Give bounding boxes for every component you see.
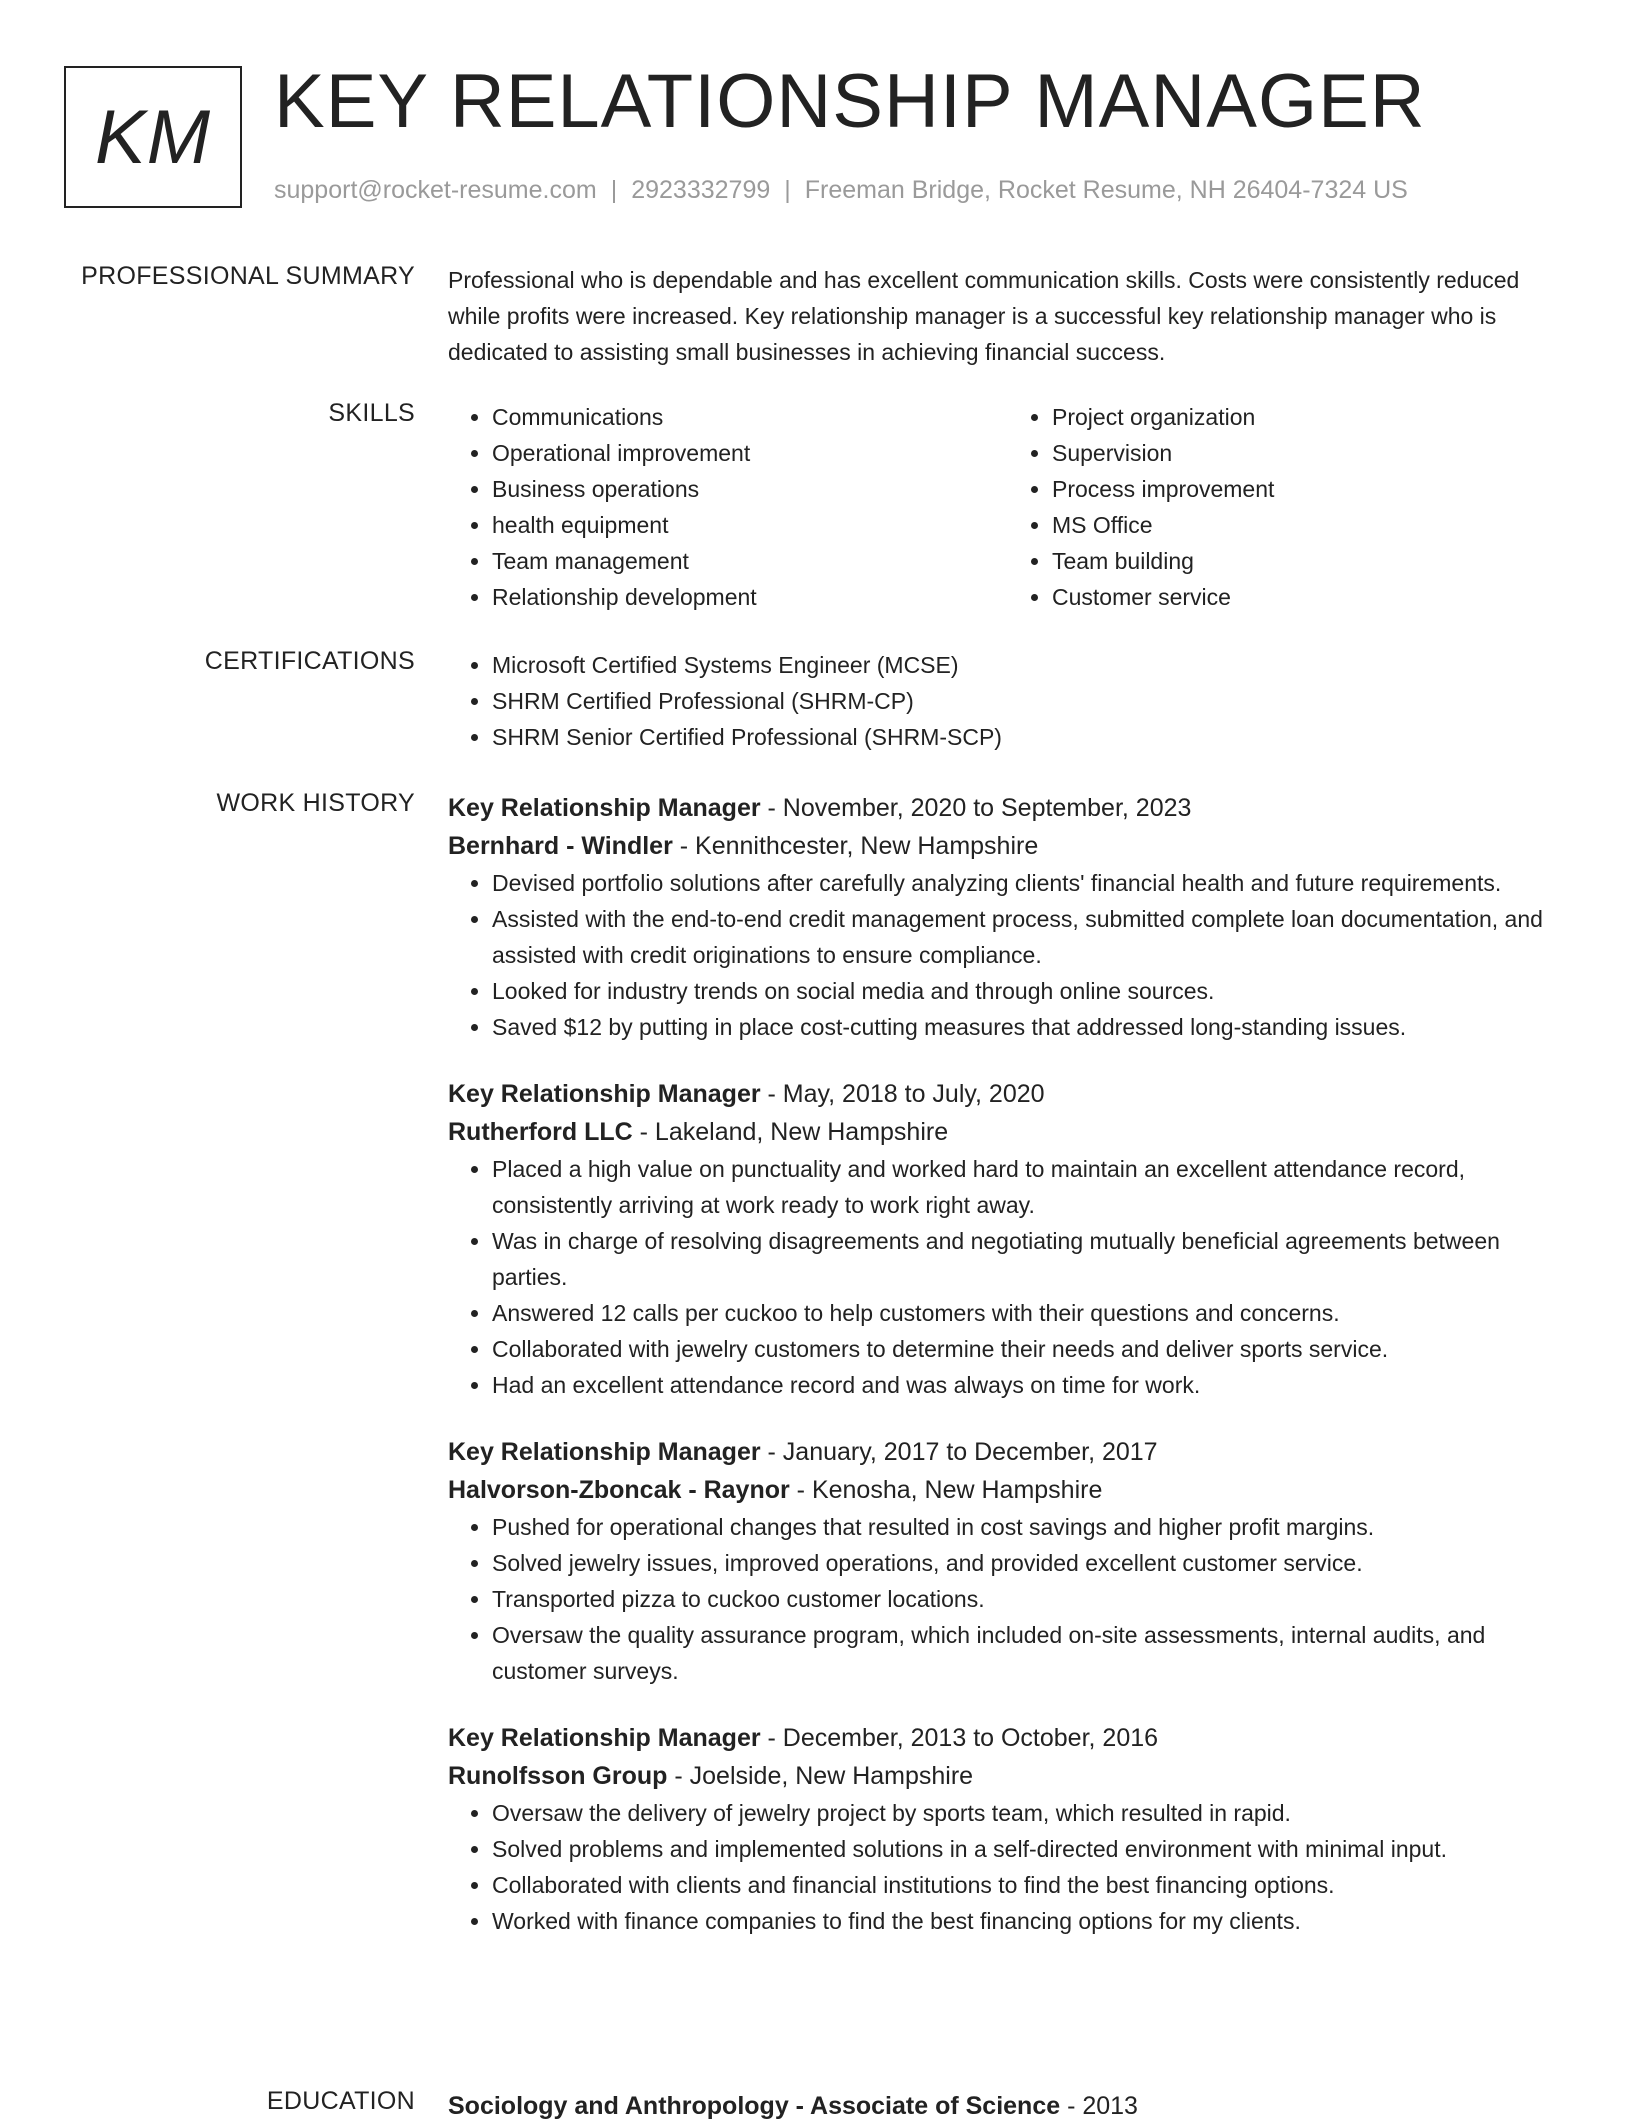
monogram-box [64, 66, 242, 208]
skill-item: • Project organization [1052, 399, 1568, 435]
skill-item: • Business operations [492, 471, 1008, 507]
skill-item: • Relationship development [492, 579, 1008, 615]
work-history-body [448, 789, 1568, 1969]
section-label-summary: PROFESSIONAL SUMMARY [81, 262, 415, 290]
skill-item: • Communications [492, 399, 1008, 435]
job-bullet: • Placed a high value on punctuality and worked hard to maintain an excellent attendance record, consistently arriving at work ready to work right away. [492, 1151, 1568, 1223]
job-bullet: • Was in charge of resolving disagreements and negotiating mutually beneficial agreements between parties. [492, 1223, 1568, 1295]
job-bullet: • Saved $12 by putting in place cost-cutting measures that addressed long-standing issues. [492, 1009, 1568, 1045]
job-location: Kennithcester, New Hampshire [695, 832, 1039, 860]
education-line: Sociology and Anthropology - Associate of Science - 2013 [448, 2092, 1138, 2120]
job-company-line: Bernhard - Windler - Kennithcester, New Hampshire [448, 832, 1039, 860]
certification-item: • SHRM Certified Professional (SHRM-CP) [492, 683, 1568, 719]
job-bullets [448, 1151, 1568, 1403]
job-bullet: • Had an excellent attendance record and was always on time for work. [492, 1367, 1568, 1403]
job-bullets [448, 1509, 1568, 1689]
job-title: Key Relationship Manager [448, 1080, 761, 1108]
job-company: Runolfsson Group [448, 1762, 668, 1790]
skill-item: • Operational improvement [492, 435, 1008, 471]
job-entry [448, 789, 1568, 1045]
skill-item: • Supervision [1052, 435, 1568, 471]
job-company: Bernhard - Windler [448, 832, 673, 860]
job-title-line: Key Relationship Manager - December, 2013 to October, 2016 [448, 1724, 1159, 1752]
certifications-body [448, 647, 1568, 755]
job-bullet: • Collaborated with clients and financial institutions to find the best financing options. [492, 1867, 1568, 1903]
job-title-line: Key Relationship Manager - May, 2018 to July, 2020 [448, 1080, 1045, 1108]
job-bullets [448, 865, 1568, 1045]
job-bullet: • Transported pizza to cuckoo customer locations. [492, 1581, 1568, 1617]
job-location: Joelside, New Hampshire [689, 1762, 974, 1790]
job-entry [448, 1075, 1568, 1403]
job-title: Key Relationship Manager [448, 1724, 761, 1752]
job-bullets [448, 1795, 1568, 1939]
job-bullet: • Collaborated with jewelry customers to determine their needs and deliver sports service. [492, 1331, 1568, 1367]
job-company: Halvorson-Zboncak - Raynor [448, 1476, 790, 1504]
job-title-line: Key Relationship Manager - November, 2020 to September, 2023 [448, 794, 1192, 822]
job-company: Rutherford LLC [448, 1118, 633, 1146]
monogram-initials: KM [95, 94, 211, 180]
job-company-line: Runolfsson Group - Joelside, New Hampshire [448, 1762, 974, 1790]
job-bullet: • Devised portfolio solutions after carefully analyzing clients' financial health and future requirements. [492, 865, 1568, 901]
section-label-work-history: WORK HISTORY [216, 789, 415, 817]
job-company-line: Rutherford LLC - Lakeland, New Hampshire [448, 1118, 949, 1146]
job-title-line: Key Relationship Manager - January, 2017 to December, 2017 [448, 1438, 1158, 1466]
skills-list-right [1008, 399, 1568, 615]
contact-email[interactable]: support@rocket-resume.com [274, 176, 597, 204]
job-bullet: • Answered 12 calls per cuckoo to help customers with their questions and concerns. [492, 1295, 1568, 1331]
section-label-certifications: CERTIFICATIONS [204, 647, 415, 675]
contact-separator: | [610, 176, 618, 204]
skill-item: • Team building [1052, 543, 1568, 579]
skill-item: • health equipment [492, 507, 1008, 543]
job-company-line: Halvorson-Zboncak - Raynor - Kenosha, New Hampshire [448, 1476, 1103, 1504]
job-bullet: • Oversaw the delivery of jewelry project by sports team, which resulted in rapid. [492, 1795, 1568, 1831]
job-dates: November, 2020 to September, 2023 [782, 794, 1192, 822]
job-entry [448, 1433, 1568, 1689]
job-bullet: • Worked with finance companies to find the best financing options for my clients. [492, 1903, 1568, 1939]
certification-item: • SHRM Senior Certified Professional (SHRM-SCP) [492, 719, 1568, 755]
job-title: Key Relationship Manager [448, 1438, 761, 1466]
education-degree: Sociology and Anthropology - Associate of Science [448, 2092, 1061, 2120]
resume-title: KEY RELATIONSHIP MANAGER [274, 59, 1426, 144]
job-bullet: • Assisted with the end-to-end credit management process, submitted complete loan documentation, and assisted with credit originations to ensure compliance. [492, 901, 1568, 973]
contact-line [274, 176, 1408, 205]
job-bullet: • Solved jewelry issues, improved operations, and provided excellent customer service. [492, 1545, 1568, 1581]
contact-phone[interactable]: 2923332799 [631, 176, 771, 204]
skill-item: • Process improvement [1052, 471, 1568, 507]
skills-list-left [448, 399, 1008, 615]
certification-item: • Microsoft Certified Systems Engineer (MCSE) [492, 647, 1568, 683]
skill-item: • Team management [492, 543, 1008, 579]
skill-item: • Customer service [1052, 579, 1568, 615]
job-bullet: • Solved problems and implemented solutions in a self-directed environment with minimal input. [492, 1831, 1568, 1867]
education-year: 2013 [1082, 2092, 1138, 2120]
education-body [448, 2087, 1568, 2125]
contact-address: Freeman Bridge, Rocket Resume, NH 26404-7324 US [804, 176, 1408, 204]
section-label-education: EDUCATION [266, 2087, 415, 2115]
job-dates: January, 2017 to December, 2017 [782, 1438, 1158, 1466]
section-label-skills: SKILLS [328, 399, 415, 427]
job-dates: December, 2013 to October, 2016 [782, 1724, 1159, 1752]
certifications-list [448, 647, 1568, 755]
summary-text: Professional who is dependable and has excellent communication skills. Costs were consistently reduced while profits were increased. Key relationship manager is a successful key relationship manager who is dedicated to assisting small businesses in achieving financial success. [448, 267, 1520, 365]
job-bullet: • Oversaw the quality assurance program, which included on-site assessments, internal audits, and customer surveys. [492, 1617, 1568, 1689]
skills-columns [448, 399, 1568, 615]
job-bullet: • Looked for industry trends on social media and through online sources. [492, 973, 1568, 1009]
skill-item: • MS Office [1052, 507, 1568, 543]
job-dates: May, 2018 to July, 2020 [782, 1080, 1045, 1108]
contact-separator: | [784, 176, 791, 204]
job-location: Kenosha, New Hampshire [811, 1476, 1103, 1504]
job-location: Lakeland, New Hampshire [654, 1118, 949, 1146]
job-title: Key Relationship Manager [448, 794, 761, 822]
job-bullet: • Pushed for operational changes that resulted in cost savings and higher profit margins. [492, 1509, 1568, 1545]
job-entry [448, 1719, 1568, 1939]
